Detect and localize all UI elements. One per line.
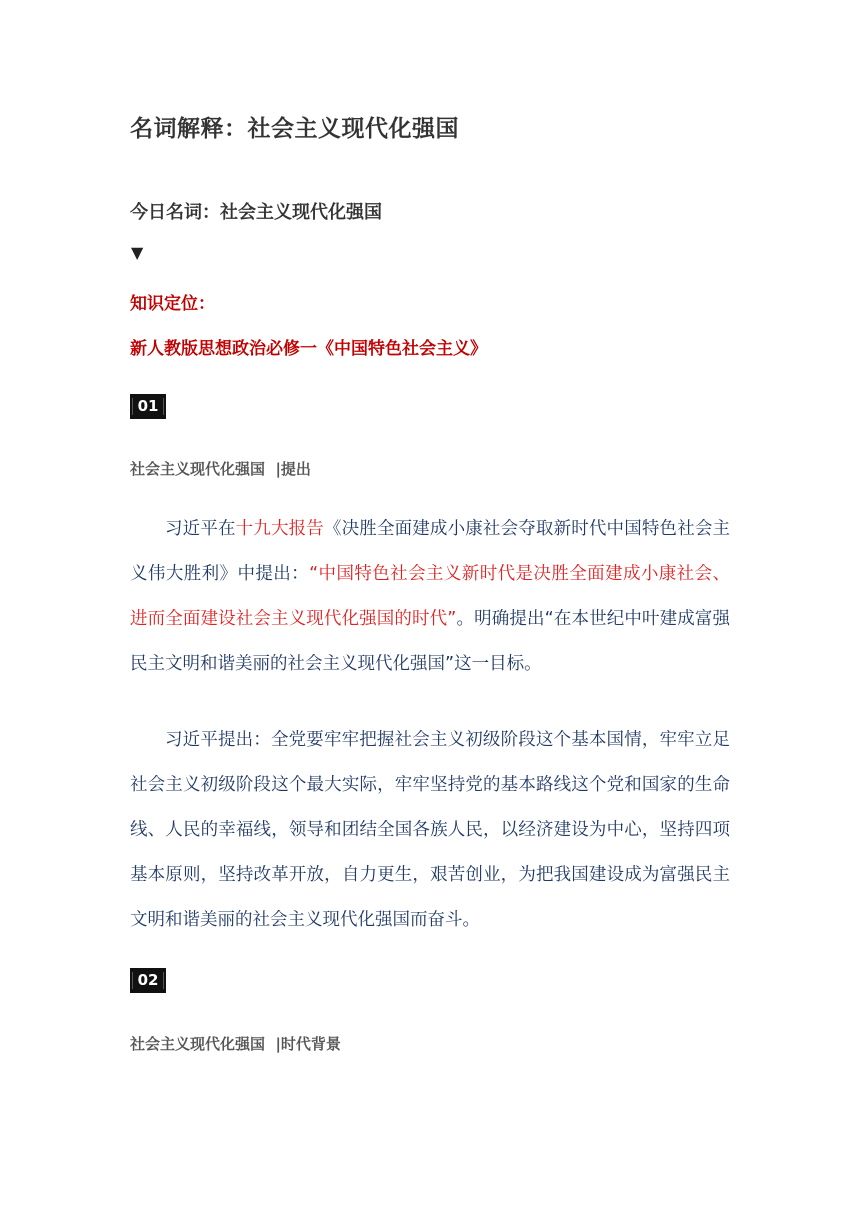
section-number-badge: 01 (130, 394, 166, 419)
section-number-badge: 02 (130, 968, 166, 993)
knowledge-position-value: 新人教版思想政治必修一《中国特色社会主义》 (130, 339, 487, 359)
today-term-label: 今日名词：社会主义现代化强国 (130, 202, 382, 223)
body-paragraph (130, 507, 730, 687)
highlight-quote: “中国特色社会主义新时代是决胜全面建成小康社会、进而全面建设社会主义现代化强国的时代” (130, 564, 730, 629)
section-heading: 社会主义现代化强国 |提出 (130, 460, 311, 478)
paragraph-text: 习近平在 (165, 519, 236, 539)
page-title: 名词解释：社会主义现代化强国 (130, 116, 459, 142)
section-heading: 社会主义现代化强国 |时代背景 (130, 1035, 341, 1053)
highlight-text: 十九大报告 (235, 519, 324, 539)
paragraph-text: 。明确提出“在本世纪中叶建成富强民主文明和谐美丽的社会主义现代化强国”这一目标。 (130, 609, 730, 674)
triangle-down-icon: ▼ (131, 243, 144, 262)
body-paragraph: 习近平提出：全党要牢牢把握社会主义初级阶段这个基本国情，牢牢立足社会主义初级阶段这个最大实际，牢牢坚持党的基本路线这个党和国家的生命线、人民的幸福线，领导和团结全国各族人民，以经济建设为中心，坚持四项基本原则，坚持改革开放，自力更生，艰苦创业，为把我国建设成为富强民主文明和谐美丽的社会主义现代化强国而奋斗。 (130, 730, 730, 930)
knowledge-position-label: 知识定位： (130, 294, 215, 314)
paragraph-text: 《决胜全面建成小康社会夺取新时代中国特色社会主义伟大胜利》中提出： (130, 519, 731, 584)
